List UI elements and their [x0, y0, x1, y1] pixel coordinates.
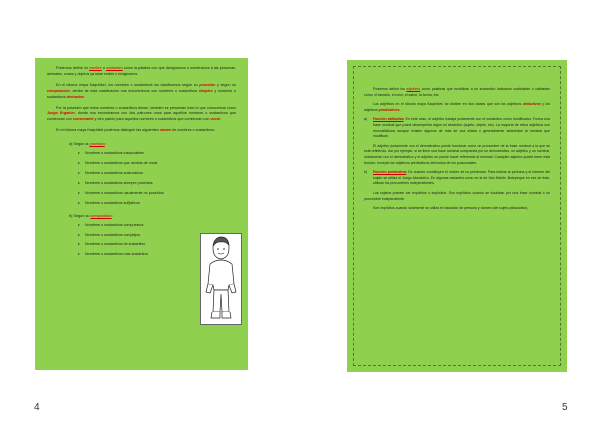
- section-a-heading: a) Según la posesión:: [69, 142, 106, 147]
- list-item: ♦ Nombres o sustantivos usualmente no poseídos: [85, 190, 236, 196]
- implicit-paragraph: Son implícitos cuando solamente se utiliza el marcador de persona y número del sujeto (absolutivo).: [373, 206, 529, 211]
- page-number-right: 5: [562, 402, 568, 413]
- page-border: [353, 66, 561, 366]
- boy-illustration: [200, 233, 242, 325]
- term-sustantivo: sustantivo: [106, 66, 123, 70]
- list-item: ♦ Nombres o sustantivos inasociables: [85, 150, 236, 156]
- list-item: ♦ Nombres o sustantivos complejos: [85, 232, 236, 238]
- term-nombre: nombre: [89, 66, 102, 70]
- possession-paragraph: Por la posesión que estos nombres o sustantivos tienen, también se presentan todo lo que conocemos como Juego Ergativo, donde nos encontramos con dos patrones unos para aquellos nombres o sustantivos que comienzan con consonante y otro patrón para aquellos nombres o sustantivos que comienzan con vocal.: [47, 105, 236, 122]
- list-item: ♦ Nombres o sustantivos más sustantivo: [85, 251, 236, 257]
- intro-paragraph: Podemos definir un nombre o sustantivo como la palabra con que designamos o nombramos a las personas, animales, cosas y objetos ya sean reales o imaginarios.: [47, 66, 236, 76]
- list-item: ♦ Nombres o sustantivos que cambia de vocal: [85, 160, 236, 166]
- demonstrative-paragraph: El adjetivo juntamente con el demostrativo puede funcionar como un pronombre de la frase nominal a la que se está refiriendo. Así por ejemplo, si se tiene una frase nominal compuesta por un demostrativo, un adjetivo y un nominal, únicamente con el demostrativo y el adjetivo se puede hacer referencia al nominal. Cualquier adjetivo puede tener esta función, excepto los adjetivos predicativos derivados de los posicionales.: [364, 143, 550, 165]
- list-item: ♦ Nombres o sustantivos sustractivos: [85, 170, 236, 176]
- adjectives-intro: Podemos definir los adjetivos como palabras que modifican a un sustantivo indicando cualidades o calidades como: el tamaño, el color, el sabor, la forma, etc.: [364, 87, 550, 97]
- list-item: ♦ Nombres o sustantivos siempre poseídos: [85, 180, 236, 186]
- subjects-paragraph: Los sujetos pueden ser explícitos o implícitos. Son explícitos cuando se focalizan por una frase nominal o un pronombre independiente.: [364, 190, 550, 201]
- item-atributiva: a) Función atributiva: En este caso, el adjetivo trabaja juntamente con el sustantivo como modificador. Forma una frase nominal que podrá desempeñar algún rol sintáctico (sujeto, objeto, etc). La mayoría de estos adjetivos son monosilábicos aunque existen algunos de más de una sílaba o generalmente antecedan al nominal que modifican.: [364, 117, 550, 139]
- section-b-heading: b) Según su composición:: [69, 213, 113, 218]
- item-predicativa: b) Función predicativa: Es cuando constituyen el núcleo de un predicado. Para indicar la persona y el número del sujeto se utiliza el Juego Absolutivo. En algunas variantes como en la de San Martín Jilotepeque en vez de éste, utilizan los pronombres independientes.: [364, 170, 550, 186]
- right-page: [347, 60, 567, 372]
- list-item: ♦ Nombres o sustantivos compuestos: [85, 222, 236, 228]
- adjectives-classes: Los adjetivos en el idioma maya Kaqchikel, se dividen en dos clases que son los adjetivos atributivos y los adjetivos predicativos.: [364, 102, 550, 112]
- term-adjetivos: adjetivos: [406, 87, 421, 91]
- list-posesion: [47, 150, 236, 205]
- list-item: ♦ Nombres o sustantivos de sustantivo: [85, 241, 236, 247]
- classes-paragraph: En el idioma maya Kaqchikel podemos distinguir las siguientes clases de nombres o sustantivos:: [56, 128, 216, 133]
- classification-paragraph: En el idioma maya Kaqchikel, los nombres o sustantivos los clasificamos según su posesión y según su composición, dentro de esta clasificación nos encontramos con nombres o sustantivos simples y nombres o sustantivos derivados.: [47, 82, 236, 99]
- page-number-left: 4: [34, 402, 40, 413]
- list-item: ♦ Nombres o sustantivos sufijativos: [85, 200, 236, 206]
